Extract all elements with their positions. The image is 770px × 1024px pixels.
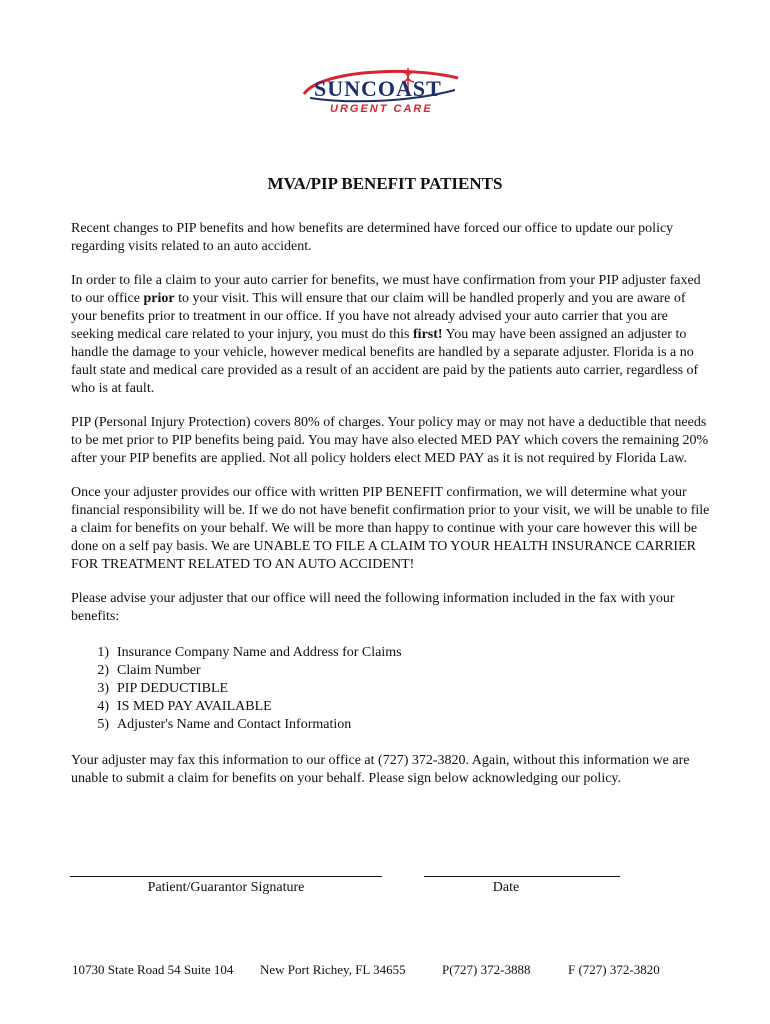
emphasis-prior: prior bbox=[143, 291, 175, 306]
date-label: Date bbox=[492, 880, 520, 895]
paragraph-required-info: Please advise your adjuster that our office will need the following information included in the fax with your benefits: bbox=[71, 591, 675, 624]
list-item: 5) Adjuster's Name and Contact Information bbox=[97, 717, 352, 732]
logo-tagline: URGENT CARE bbox=[330, 103, 433, 115]
paragraph-intro: Recent changes to PIP benefits and how benefits are determined have forced our office to update our policy regarding visits related to an auto accident. bbox=[71, 221, 674, 254]
paragraph-claim-requirements: In order to file a claim to your auto carrier for benefits, we must have confirmation from your PIP adjuster faxed to our office prior to your visit. This will ensure that our claim will be handled properly and you are aware of your benefits prior to treatment in our office. If you have not already advised your auto carrier that you are seeking medical care related to your injury, you must do this first! You may have been assigned an adjuster to handle the damage to your vehicle, however medical benefits are handled by a separate adjuster. Florida is a no fault state and medical care provided as a result of an accident are paid by the patients auto carrier, regardless of who is at fault. bbox=[71, 273, 701, 396]
paragraph-pip-coverage: PIP (Personal Injury Protection) covers 80% of charges. Your policy may or may not have a deductible that needs to be met prior to PIP benefits being paid. You may have also elected MED PAY which covers the remaining 20% after your PIP benefits are applied. Not all policy holders elect MED PAY as it is not required by Florida Law. bbox=[71, 415, 709, 466]
paragraph-financial-responsibility: Once your adjuster provides our office with written PIP BENEFIT confirmation, we will determine what your financial responsibility will be. If we do not have benefit confirmation prior to your visit, we will be unable to file a claim for benefits on your behalf. We will be more than happy to continue with your care however this will be done on a self pay basis. We are UNABLE TO FILE A CLAIM TO YOUR HEALTH INSURANCE CARRIER FOR TREATMENT RELATED TO AN AUTO ACCIDENT! bbox=[71, 485, 710, 572]
list-item: 4) IS MED PAY AVAILABLE bbox=[97, 699, 272, 714]
list-item: 1) Insurance Company Name and Address for Claims bbox=[97, 645, 402, 660]
footer-address: 10730 State Road 54 Suite 104 bbox=[72, 962, 234, 977]
footer-phone: P(727) 372-3888 bbox=[442, 962, 531, 977]
document-body bbox=[71, 220, 711, 788]
suncoast-logo bbox=[290, 64, 470, 120]
logo-brand: SUNCOAST bbox=[314, 76, 442, 101]
date-signature-line[interactable] bbox=[424, 876, 620, 877]
list-item: 3) PIP DEDUCTIBLE bbox=[97, 681, 229, 696]
footer-fax: F (727) 372-3820 bbox=[568, 962, 660, 977]
required-info-list bbox=[71, 644, 711, 734]
paragraph-fax-instructions: Your adjuster may fax this information to our office at (727) 372-3820. Again, without this information we are unable to submit a claim for benefits on your behalf. Please sign below acknowledging our policy. bbox=[71, 753, 690, 786]
emphasis-first: first! bbox=[413, 327, 443, 342]
footer-city: New Port Richey, FL 34655 bbox=[260, 962, 406, 977]
list-item: 2) Claim Number bbox=[97, 663, 201, 678]
page-title: MVA/PIP BENEFIT PATIENTS bbox=[267, 174, 503, 193]
patient-signature-line[interactable] bbox=[70, 876, 382, 877]
patient-signature-label: Patient/Guarantor Signature bbox=[147, 880, 305, 895]
